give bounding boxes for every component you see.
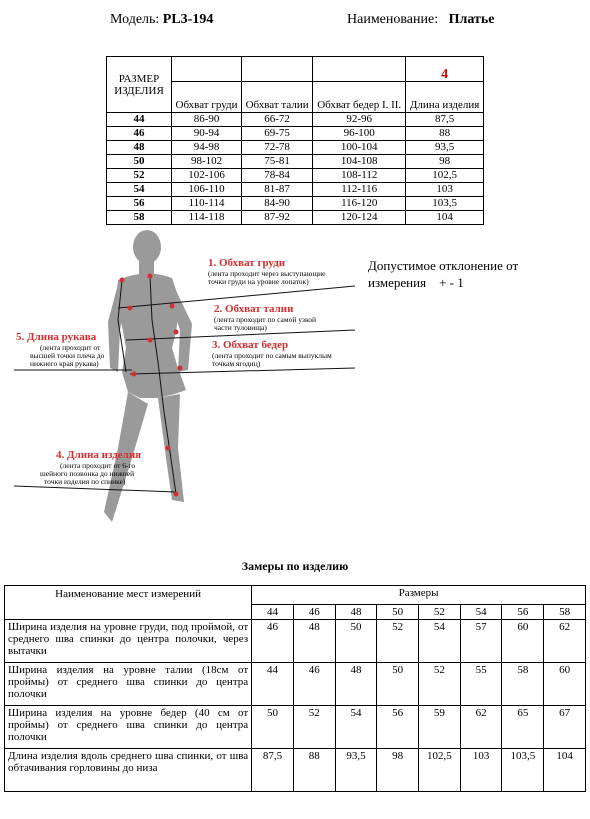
size-row — [107, 197, 484, 211]
label-sleeve-note: (лента проходит от — [40, 343, 101, 352]
label-chest: 1. Обхват груди — [208, 257, 286, 269]
size-column-header: 48 — [335, 605, 377, 620]
measure-cell: 87,5 — [406, 113, 484, 127]
measure-value: 55 — [460, 663, 502, 706]
measure-value: 56 — [377, 706, 419, 749]
measure-cell: 102-106 — [172, 169, 242, 183]
measure-cell: 104 — [406, 211, 484, 225]
size-cell: 58 — [107, 211, 172, 225]
measure-row — [5, 749, 586, 792]
measure-cell: 98-102 — [172, 155, 242, 169]
measure-cell: 116-120 — [313, 197, 406, 211]
measure-cell: 93,5 — [406, 141, 484, 155]
size-row — [107, 155, 484, 169]
name-label: Наименование: — [347, 12, 439, 27]
measure-value: 88 — [293, 749, 335, 792]
measure-value: 44 — [252, 663, 294, 706]
size-column-header: 50 — [377, 605, 419, 620]
measure-value: 48 — [335, 663, 377, 706]
size-row — [107, 113, 484, 127]
measure-value: 46 — [252, 620, 294, 663]
measure-value: 65 — [502, 706, 544, 749]
measure-value: 54 — [419, 620, 461, 663]
size-row — [107, 169, 484, 183]
measure-cell: 92-96 — [313, 113, 406, 127]
model-label: Модель: — [110, 12, 160, 27]
name-value: Платье — [448, 12, 495, 27]
label-chest-note: точки груди на уровне лопаток) — [208, 277, 309, 286]
measure-value: 60 — [502, 620, 544, 663]
measure-cell: 102,5 — [406, 169, 484, 183]
measure-row — [5, 706, 586, 749]
label-length: 4. Длина изделия — [56, 449, 142, 461]
size-column-header: 52 — [419, 605, 461, 620]
size-cell: 46 — [107, 127, 172, 141]
measure-value: 87,5 — [252, 749, 294, 792]
measure-value: 52 — [377, 620, 419, 663]
measure-value: 103 — [460, 749, 502, 792]
model-value: PL3-194 — [162, 12, 214, 27]
label-sleeve-note: нижнего края рукава) — [30, 359, 99, 368]
measure-row-name: Длина изделия вдоль среднего шва спинки, от шва обтачивания горловины до низа — [5, 749, 252, 792]
size-table-header — [107, 57, 484, 82]
measure-value: 102,5 — [419, 749, 461, 792]
measure-table — [4, 585, 586, 792]
size-cell: 44 — [107, 113, 172, 127]
measure-value: 52 — [293, 706, 335, 749]
model-line — [110, 12, 213, 28]
measure-cell: 90-94 — [172, 127, 242, 141]
column-header: Длина изделия — [406, 82, 484, 113]
size-column-header: 46 — [293, 605, 335, 620]
measure-row-name: Ширина изделия на уровне талии (18см от проймы) от среднего шва спинки до центра полочки — [5, 663, 252, 706]
measure-cell: 81-87 — [242, 183, 313, 197]
measure-row — [5, 663, 586, 706]
measure-value: 52 — [419, 663, 461, 706]
size-header: РАЗМЕР ИЗДЕЛИЯ — [107, 57, 172, 113]
measure-value: 62 — [544, 620, 586, 663]
size-row — [107, 127, 484, 141]
measure-cell: 78-84 — [242, 169, 313, 183]
name-line — [347, 12, 495, 28]
label-sleeve-note: высшей точки плеча до — [30, 351, 105, 360]
size-column-header: 56 — [502, 605, 544, 620]
measure-cell: 114-118 — [172, 211, 242, 225]
column-header: Обхват груди — [172, 82, 242, 113]
measure-cell: 66-72 — [242, 113, 313, 127]
size-cell: 48 — [107, 141, 172, 155]
measure-cell: 72-78 — [242, 141, 313, 155]
measure-value: 57 — [460, 620, 502, 663]
measure-cell: 103 — [406, 183, 484, 197]
size-cell: 54 — [107, 183, 172, 197]
measure-value: 93,5 — [335, 749, 377, 792]
label-waist-note: части туловища) — [214, 323, 267, 332]
measure-value: 50 — [335, 620, 377, 663]
measure-value: 50 — [377, 663, 419, 706]
measure-value: 98 — [377, 749, 419, 792]
column-header: Обхват талии — [242, 82, 313, 113]
measure-row-name: Ширина изделия на уровне бедер (40 см от проймы) от среднего шва спинки до центра полочки — [5, 706, 252, 749]
label-hips: 3. Обхват бедер — [212, 339, 289, 351]
size-column-header: 58 — [544, 605, 586, 620]
measure-cell: 86-90 — [172, 113, 242, 127]
measure-value: 54 — [335, 706, 377, 749]
measure-cell: 108-112 — [313, 169, 406, 183]
label-length-note: точки изделия по спинке) — [44, 477, 126, 486]
name-header: Наименование мест измерений — [5, 586, 252, 620]
size-column-header: 44 — [252, 605, 294, 620]
size-row — [107, 183, 484, 197]
label-sleeve: 5. Длина рукава — [16, 331, 97, 343]
size-cell: 56 — [107, 197, 172, 211]
size-cell: 52 — [107, 169, 172, 183]
sizes-header: Размеры — [252, 586, 586, 605]
measure-value: 67 — [544, 706, 586, 749]
label-chest-note: (лента проходит через выступающие — [208, 269, 326, 278]
measure-value: 50 — [252, 706, 294, 749]
measure-row-name: Ширина изделия на уровне груди, под проймой, от среднего шва спинки до центра полочки, через вытачки — [5, 620, 252, 663]
size-cell: 50 — [107, 155, 172, 169]
measure-value: 104 — [544, 749, 586, 792]
tolerance-note — [368, 257, 518, 291]
label-hips-note: точкам ягодиц) — [212, 359, 261, 368]
measure-value: 60 — [544, 663, 586, 706]
measure-cell: 120-124 — [313, 211, 406, 225]
measure-cell: 69-75 — [242, 127, 313, 141]
measure-value: 48 — [293, 620, 335, 663]
measure-value: 62 — [460, 706, 502, 749]
label-waist-note: (лента проходит по самой узкой — [214, 315, 316, 324]
label-length-note: (лента проходит от 6-го — [60, 461, 136, 470]
measure-value: 58 — [502, 663, 544, 706]
measure-value: 46 — [293, 663, 335, 706]
tolerance-line: Допустимое отклонение от — [368, 258, 519, 273]
measure-row — [5, 620, 586, 663]
measure-cell: 103,5 — [406, 197, 484, 211]
size-column-header: 54 — [460, 605, 502, 620]
size-table-top-right: 4 — [406, 57, 484, 82]
column-header: Обхват бедер I. II. — [313, 82, 406, 113]
measure-cell: 106-110 — [172, 183, 242, 197]
measure-value: 103,5 — [502, 749, 544, 792]
label-hips-note: (лента проходит по самым выпуклым — [212, 351, 332, 360]
size-table — [106, 56, 484, 225]
measure-cell: 104-108 — [313, 155, 406, 169]
measure-cell: 98 — [406, 155, 484, 169]
size-row — [107, 141, 484, 155]
measure-cell: 96-100 — [313, 127, 406, 141]
measure-table-title: Замеры по изделию — [241, 559, 349, 573]
measure-cell: 88 — [406, 127, 484, 141]
measure-cell: 84-90 — [242, 197, 313, 211]
measure-cell: 100-104 — [313, 141, 406, 155]
measure-cell: 75-81 — [242, 155, 313, 169]
body-figure — [0, 222, 360, 532]
measure-value: 59 — [419, 706, 461, 749]
tolerance-line: измерения + - 1 — [368, 275, 464, 290]
label-length-note: шейного позвонка до нижней — [40, 469, 135, 478]
measure-cell: 94-98 — [172, 141, 242, 155]
measure-cell: 112-116 — [313, 183, 406, 197]
measure-cell: 110-114 — [172, 197, 242, 211]
measure-cell: 87-92 — [242, 211, 313, 225]
label-waist: 2. Обхват талии — [214, 303, 294, 315]
